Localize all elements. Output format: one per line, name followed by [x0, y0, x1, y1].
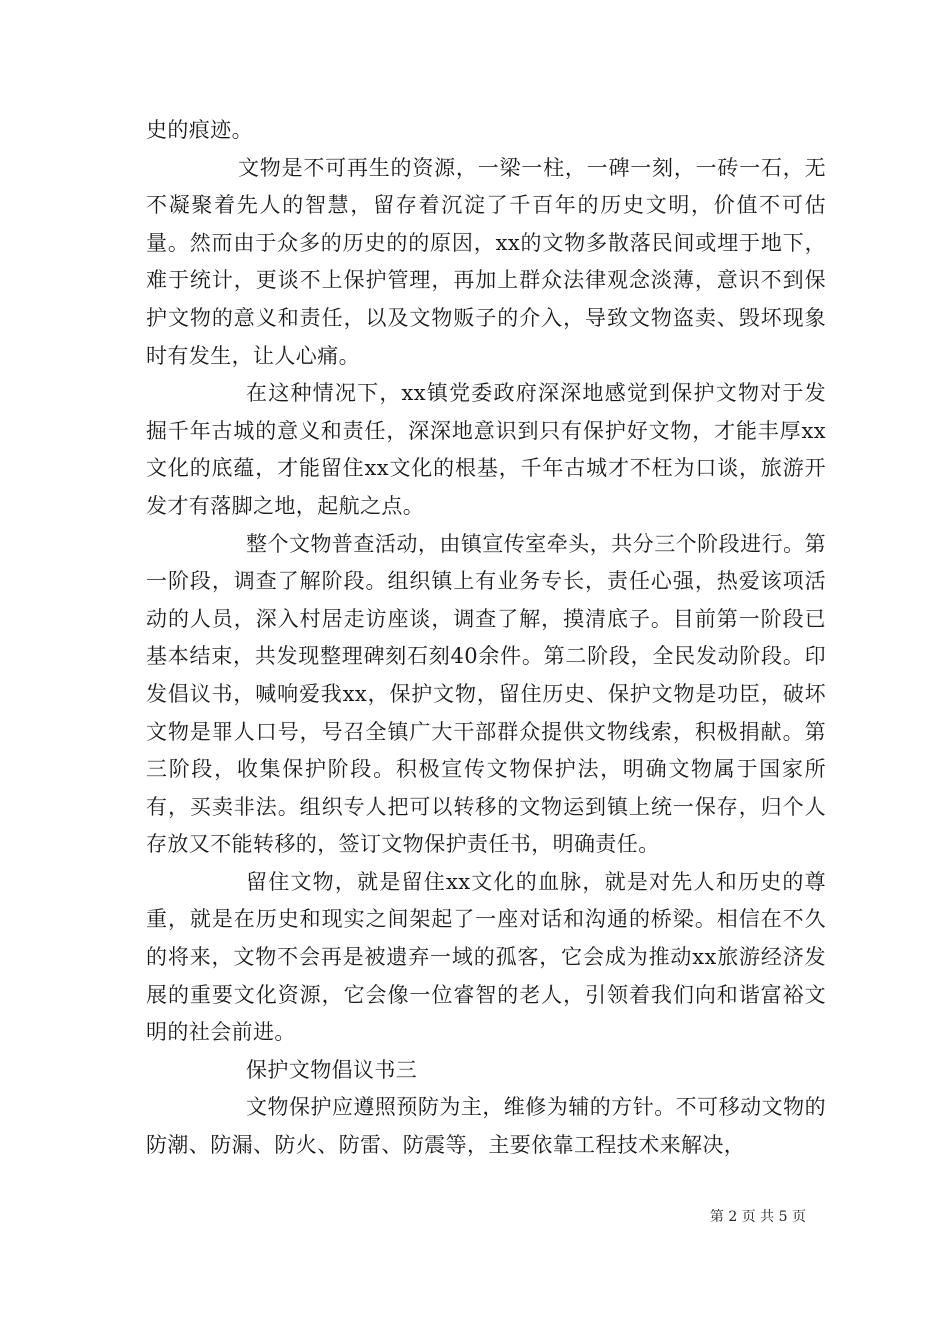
paragraph-continuation: 史的痕迹。	[146, 118, 253, 142]
paragraph-cultural-relics-resource: 文物是不可再生的资源，一梁一柱，一碑一刻，一砖一石，无不凝聚着先人的智慧，留存着沉淀了千百年的历史文明，价值不可估量。然而由于众多的历史的的原因，xx的文物多散落民间或埋于地下，难于统计，更谈不上保护管理，再加上群众法律观念淡薄，意识不到保护文物的意义和责任，以及文物贩子的介入，导致文物盗卖、毁坏现象时有发生，让人心痛。	[146, 155, 826, 368]
paragraph-preserve-relics: 留住文物，就是留住xx文化的血脉，就是对先人和历史的尊重，就是在历史和现实之间架起了一座对话和沟通的桥梁。相信在不久的将来，文物不会再是被遗弃一域的孤客，它会成为推动xx旅游经济发展的重要文化资源，它会像一位睿智的老人，引领着我们向和谐富裕文明的社会前进。	[146, 869, 826, 1045]
paragraph-town-government: 在这种情况下，xx镇党委政府深深地感觉到保护文物对于发掘千年古城的意义和责任，深深地意识到只有保护好文物，才能丰厚xx文化的底蕴，才能留住xx文化的根基，千年古城才不枉为口谈，旅游开发才有落脚之地，起航之点。	[146, 381, 826, 518]
document-body	[146, 112, 826, 1165]
page-number-footer: 第 2 页 共 5 页	[709, 1209, 806, 1225]
paragraph-survey-stages: 整个文物普查活动，由镇宣传室牵头，共分三个阶段进行。第一阶段，调查了解阶段。组织镇上有业务专长，责任心强，热爱该项活动的人员，深入村居走访座谈，调查了解，摸清底子。目前第一阶段已基本结束，共发现整理碑刻石刻40余件。第二阶段，全民发动阶段。印发倡议书，喊响爱我xx，保护文物，留住历史、保护文物是功臣，破坏文物是罪人口号，号召全镇广大干部群众提供文物线索，积极捐献。第三阶段，收集保护阶段。积极宣传文物保护法，明确文物属于国家所有，买卖非法。组织专人把可以转移的文物运到镇上统一保存，归个人存放又不能转移的，签订文物保护责任书，明确责任。	[146, 531, 826, 857]
paragraph-protection-policy: 文物保护应遵照预防为主，维修为辅的方针。不可移动文物的防潮、防漏、防火、防雷、防震等，主要依靠工程技术来解决，	[146, 1095, 826, 1158]
section-heading: 保护文物倡议书三	[246, 1057, 418, 1082]
